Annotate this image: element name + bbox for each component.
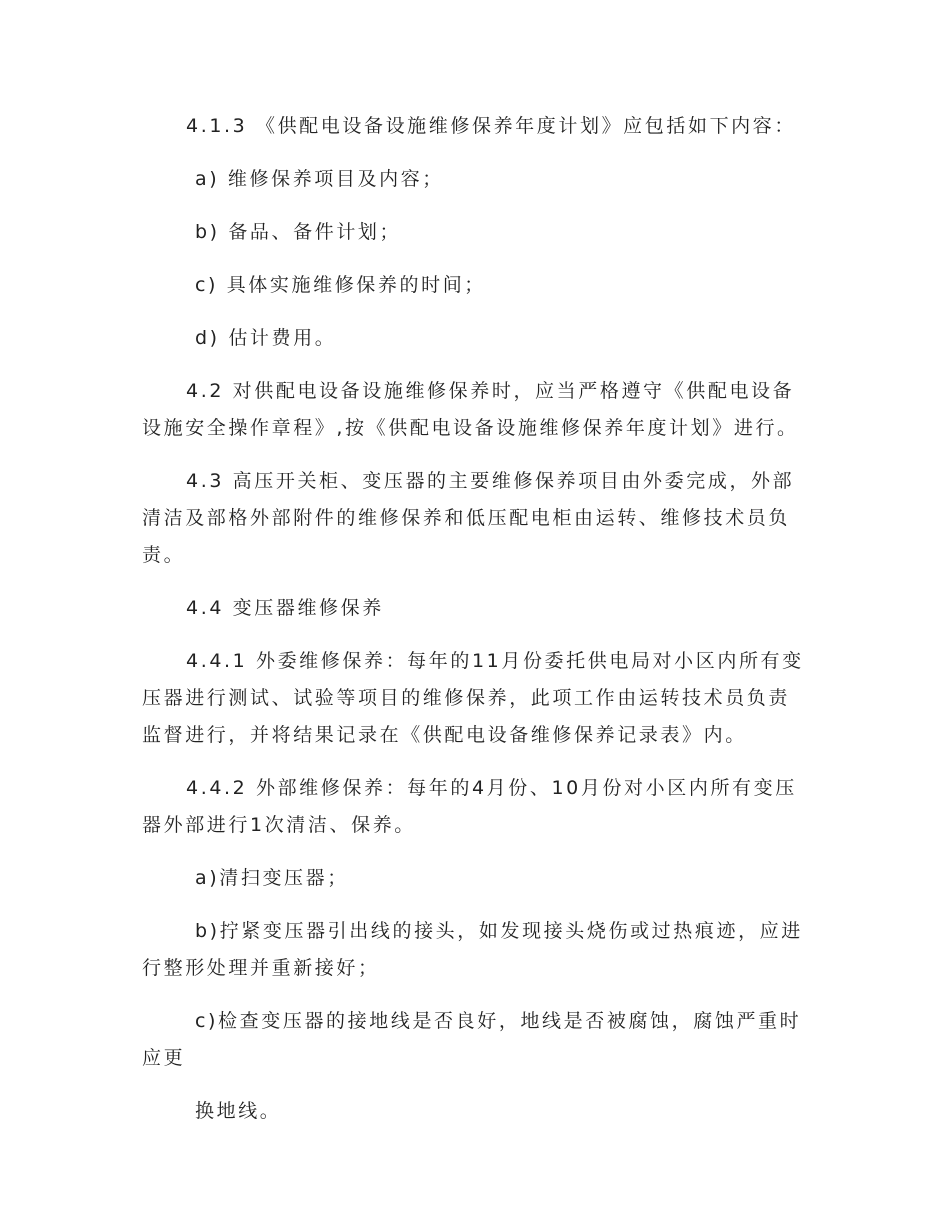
step-c-line-3: 换地线。	[195, 1100, 282, 1122]
list-item-a: a) 维修保养项目及内容；	[195, 168, 444, 190]
step-b-line-1: b)拧紧变压器引出线的接头，如发现接头烧伤或过热痕迹，应进	[195, 920, 803, 942]
clause-4-4-2-line-1: 4.4.2 外部维修保养：每年的4月份、10月份对小区内所有变压	[186, 777, 797, 799]
clause-4-3-line-2: 清洁及部格外部附件的维修保养和低压配电柜由运转、维修技术员负	[142, 507, 791, 529]
clause-4-2-line-2: 设施安全操作章程》,按《供配电设备设施维修保养年度计划》进行。	[142, 417, 799, 439]
section-4-4-heading: 4.4 变压器维修保养	[186, 597, 384, 619]
list-item-b: b) 备品、备件计划；	[195, 221, 402, 243]
clause-4-3-line-1: 4.3 高压开关柜、变压器的主要维修保养项目由外委完成，外部	[186, 470, 795, 492]
clause-4-4-1-line-1: 4.4.1 外委维修保养：每年的11月份委托供电局对小区内所有变	[186, 650, 804, 672]
step-b-line-2: 行整形处理并重新接好；	[142, 957, 380, 979]
clause-4-1-3-heading: 4.1.3 《供配电设备设施维修保养年度计划》应包括如下内容：	[186, 115, 796, 137]
list-item-d: d) 估计费用。	[195, 327, 337, 349]
list-item-c: c) 具体实施维修保养的时间；	[195, 274, 486, 296]
clause-4-3-line-3: 责。	[142, 544, 186, 566]
clause-4-2-line-1: 4.2 对供配电设备设施维修保养时，应当严格遵守《供配电设备	[186, 380, 795, 402]
clause-4-4-2-line-2: 器外部进行1次清洁、保养。	[142, 814, 416, 836]
clause-4-4-1-line-2: 压器进行测试、试验等项目的维修保养，此项工作由运转技术员负责	[142, 687, 791, 709]
step-a: a)清扫变压器；	[195, 867, 349, 889]
clause-4-4-1-line-3: 监督进行，并将结果记录在《供配电设备维修保养记录表》内。	[142, 724, 747, 746]
step-c-line-1: c)检查变压器的接地线是否良好，地线是否被腐蚀，腐蚀严重时	[195, 1010, 802, 1032]
step-c-line-2: 应更	[142, 1047, 186, 1069]
